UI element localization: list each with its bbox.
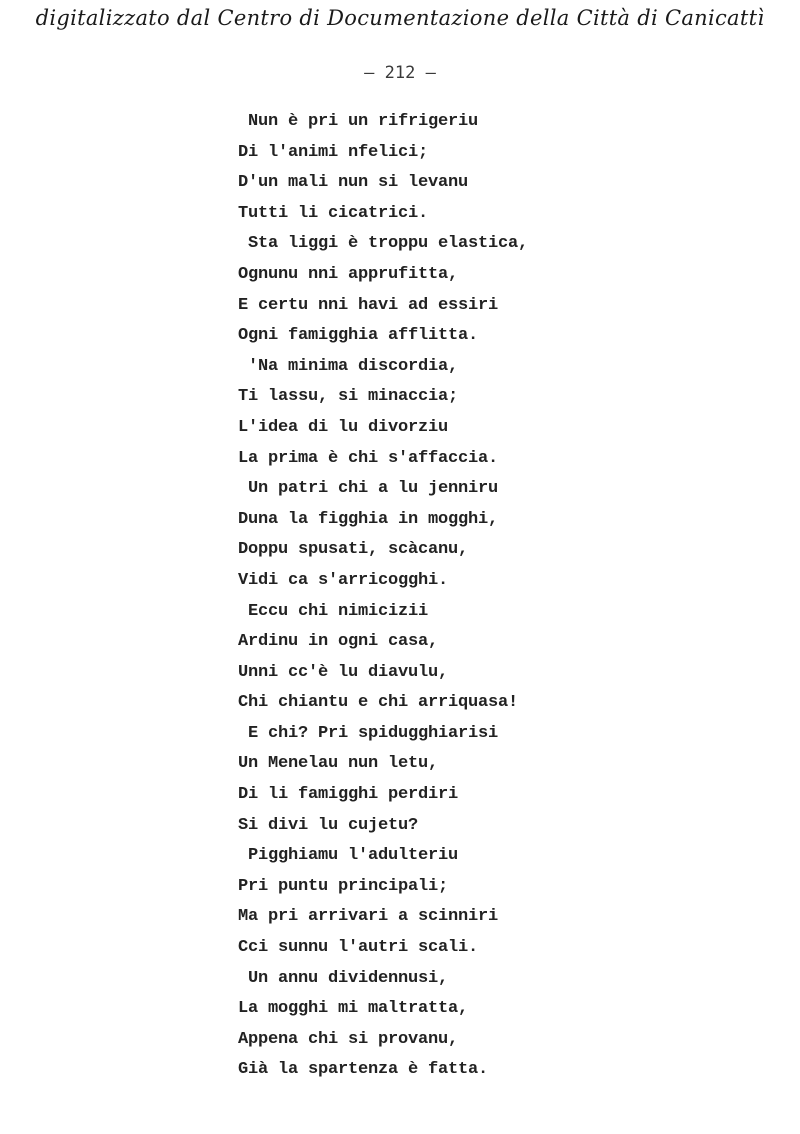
poem-line: Unni cc'è lu diavulu, (238, 662, 449, 682)
poem-line: Un patri chi a lu jenniru (248, 479, 499, 499)
poem-line: Duna la figghia in mogghi, (238, 509, 499, 529)
poem-line: Chi chiantu e chi arriquasa! (238, 693, 519, 713)
poem-line: L'idea di lu divorziu (238, 417, 449, 437)
poem-line: 'Na minima discordia, (248, 356, 459, 376)
poem-line: Ti lassu, si minaccia; (238, 387, 459, 407)
poem-line: D'un mali nun si levanu (238, 173, 469, 193)
poem-line: Ardinu in ogni casa, (238, 632, 439, 652)
poem-line: Pri puntu principali; (238, 876, 449, 896)
poem-line: La mogghi mi maltratta, (238, 999, 469, 1019)
poem-line: Un Menelau nun letu, (238, 754, 439, 774)
poem-line: Doppu spusati, scàcanu, (238, 540, 469, 560)
poem-line: Si divi lu cujetu? (238, 815, 419, 835)
poem-line: Un annu dividennusi, (248, 968, 449, 988)
poem-line: Cci sunnu l'autri scali. (238, 938, 479, 958)
poem-line: Pigghiamu l'adulteriu (248, 846, 459, 866)
poem-text (238, 107, 528, 1086)
poem-line: Sta liggi è troppu elastica, (248, 234, 529, 254)
poem-line: Ogni famigghia afflitta. (238, 326, 479, 346)
poem-line: Vidi ca s'arricogghi. (238, 570, 449, 590)
page-number: – 212 – (364, 63, 436, 83)
poem-line: La prima è chi s'affaccia. (238, 448, 499, 468)
poem-line: E certu nni havi ad essiri (238, 295, 499, 315)
digitization-watermark: digitalizzato dal Centro di Documentazione della Città di Canicattì (35, 6, 765, 30)
poem-line: Ognunu nni apprufitta, (238, 264, 459, 284)
poem-line: Eccu chi nimicizii (248, 601, 429, 621)
poem-line: Tutti li cicatrici. (238, 203, 429, 223)
poem-line: Ma pri arrivari a scinniri (238, 907, 499, 927)
poem-line: E chi? Pri spidugghiarisi (248, 723, 499, 743)
poem-line: Di l'animi nfelici; (238, 142, 429, 162)
poem-line: Già la spartenza è fatta. (238, 1060, 489, 1080)
poem-line: Di li famigghi perdiri (238, 785, 459, 805)
poem-line: Nun è pri un rifrigeriu (248, 112, 479, 131)
poem-line: Appena chi si provanu, (238, 1029, 459, 1049)
